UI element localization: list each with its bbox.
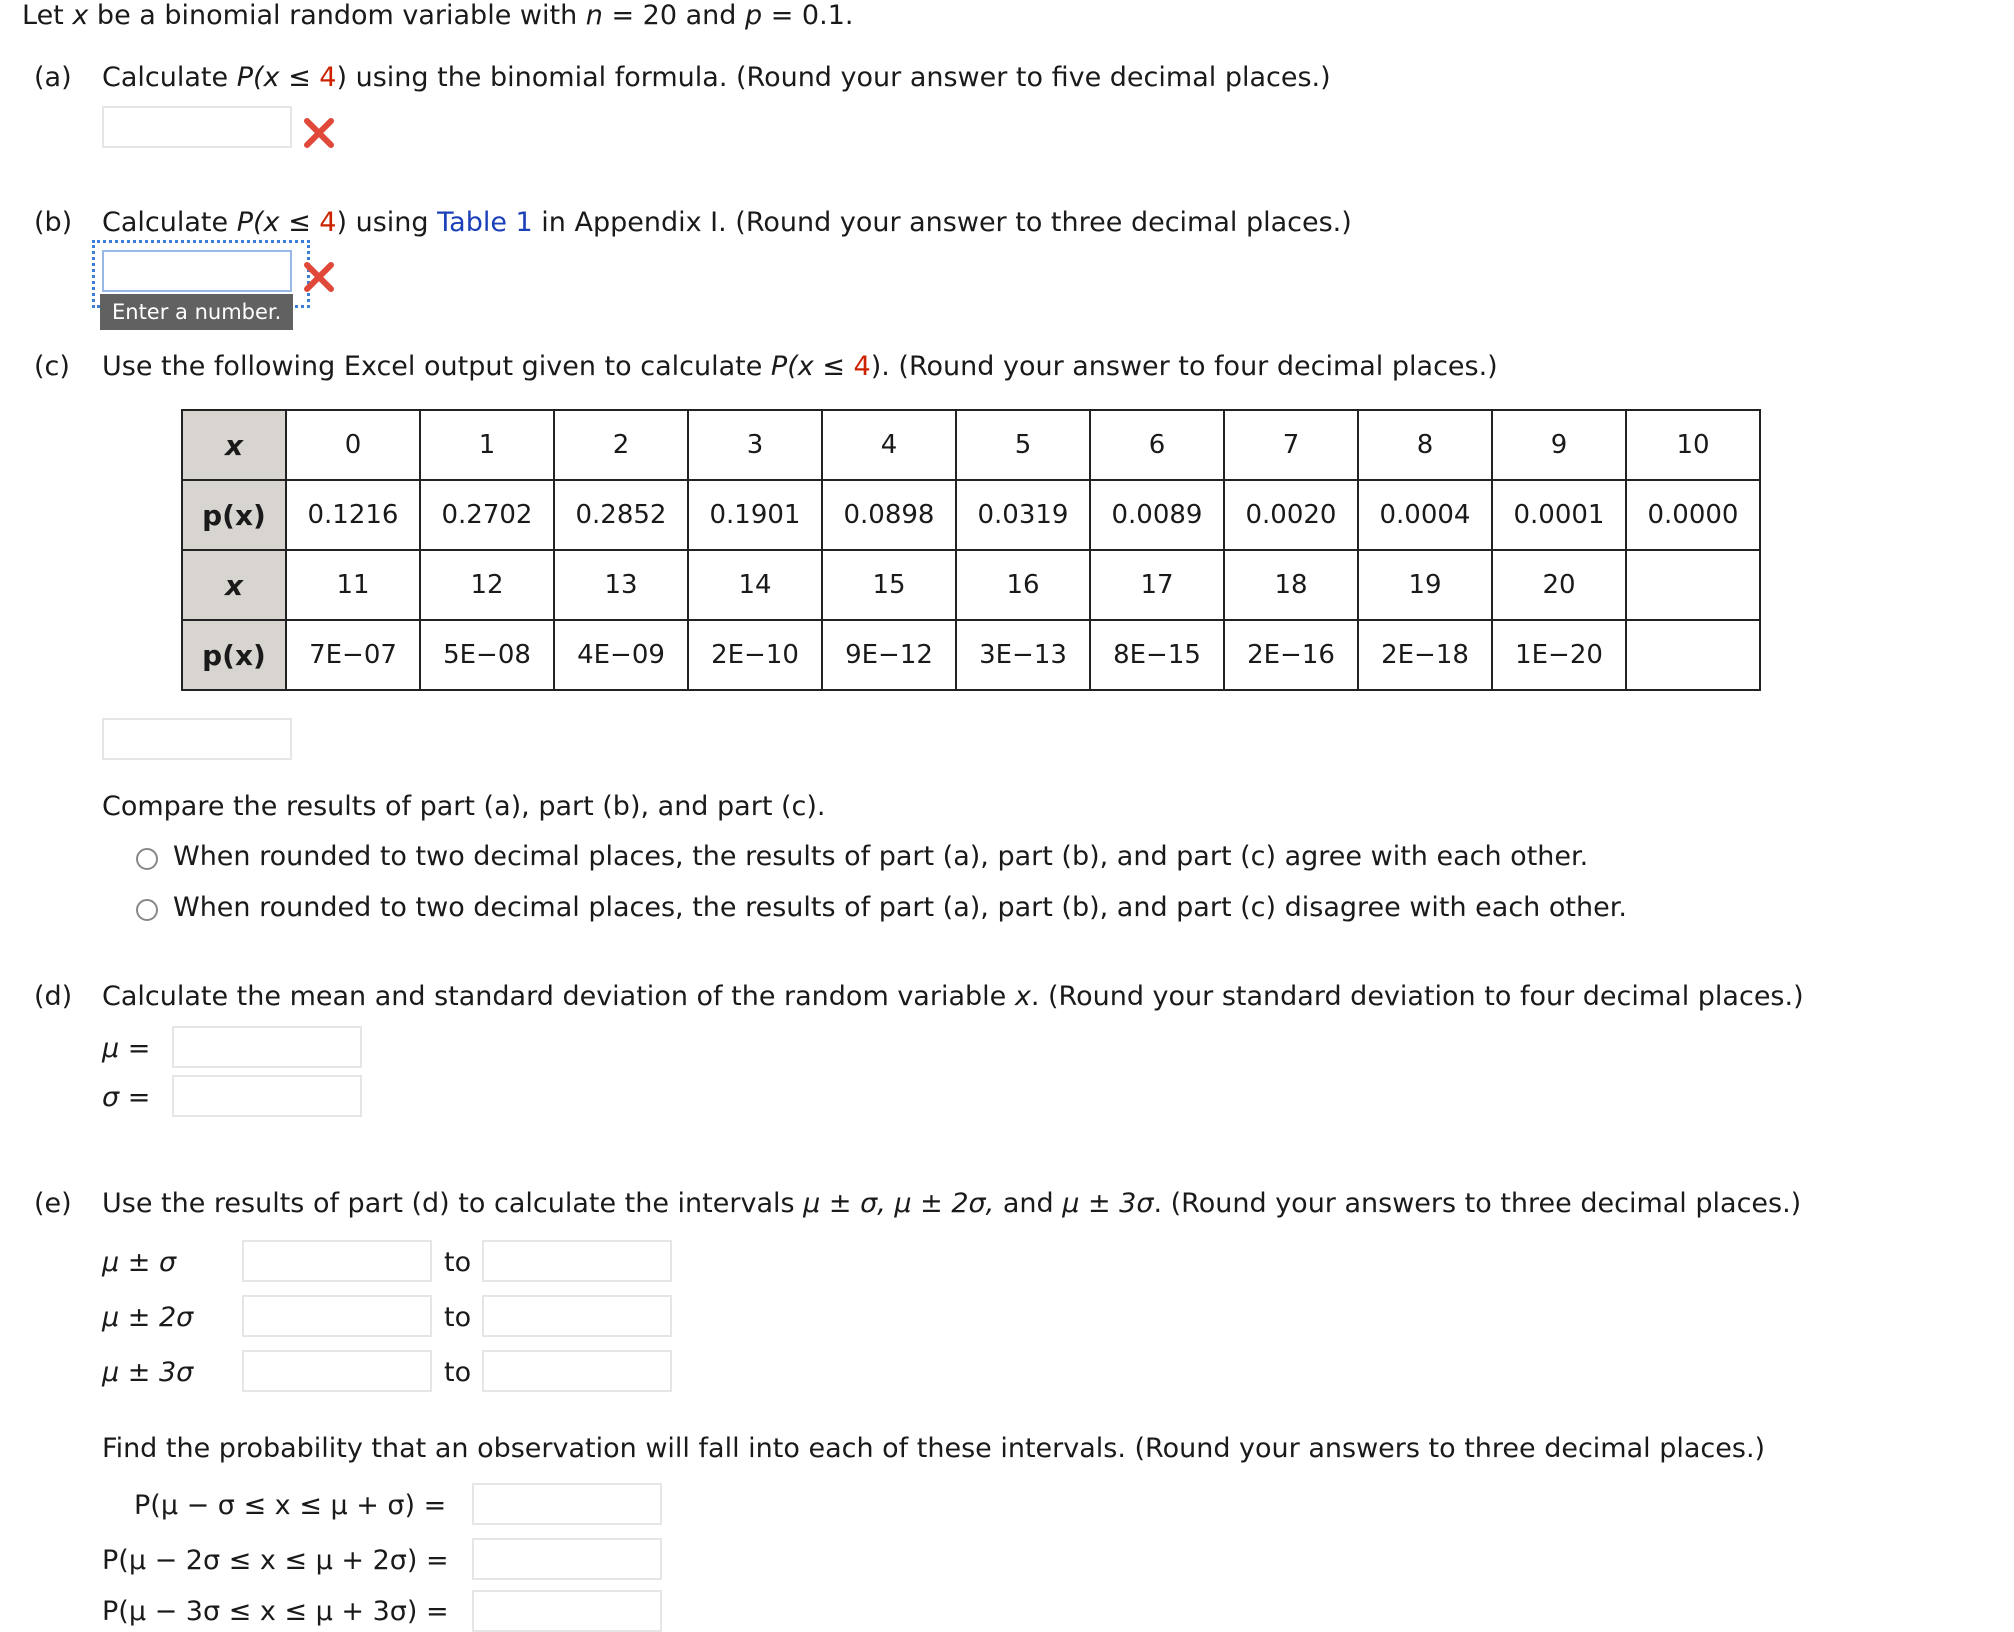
interval-2-lower-input[interactable]: [242, 1295, 432, 1337]
part-a-question: Calculate P(x ≤ 4) using the binomial formula. (Round your answer to five decimal places.): [102, 62, 1331, 93]
part-b-answer-input[interactable]: [102, 250, 292, 292]
mu-label: μ =: [102, 1033, 151, 1064]
part-d-label: (d): [34, 981, 73, 1012]
part-c-label: (c): [34, 351, 70, 382]
part-b-question: Calculate P(x ≤ 4) using Table 1 in Appendix I. (Round your answer to three decimal places.): [102, 207, 1352, 238]
sigma-label: σ =: [102, 1082, 151, 1113]
sigma-input[interactable]: [172, 1075, 362, 1117]
incorrect-x-icon: [302, 116, 336, 150]
interval-3-upper-input[interactable]: [482, 1350, 672, 1392]
mu-input[interactable]: [172, 1026, 362, 1068]
interval-3-to: to: [444, 1357, 472, 1388]
part-a-answer-input[interactable]: [102, 106, 292, 148]
interval-1-label: μ ± σ: [102, 1247, 177, 1278]
part-c-question: Use the following Excel output given to calculate P(x ≤ 4). (Round your answer to four decimal places.): [102, 351, 1498, 382]
interval-1-lower-input[interactable]: [242, 1240, 432, 1282]
prob-1-label: P(μ − σ ≤ x ≤ μ + σ) =: [134, 1490, 447, 1521]
table-row: p(x) 7E−07 5E−08 4E−09 2E−10 9E−12 3E−13 8E−15 2E−16 2E−18 1E−20: [182, 620, 1760, 690]
interval-3-label: μ ± 3σ: [102, 1357, 194, 1388]
problem-intro: Let x be a binomial random variable with n = 20 and p = 0.1.: [22, 0, 854, 31]
x-header: x: [182, 410, 286, 480]
option-agree-radio[interactable]: [136, 848, 158, 870]
table-row: p(x) 0.1216 0.2702 0.2852 0.1901 0.0898 0.0319 0.0089 0.0020 0.0004 0.0001 0.0000: [182, 480, 1760, 550]
find-probability-prompt: Find the probability that an observation will fall into each of these intervals. (Round your answers to three decimal places.): [102, 1433, 1766, 1464]
compare-prompt: Compare the results of part (a), part (b), and part (c).: [102, 791, 826, 822]
part-c-answer-input[interactable]: [102, 718, 292, 760]
interval-1-to: to: [444, 1247, 472, 1278]
option-disagree-radio[interactable]: [136, 899, 158, 921]
interval-2-to: to: [444, 1302, 472, 1333]
interval-3-lower-input[interactable]: [242, 1350, 432, 1392]
excel-output-table: [181, 409, 1761, 691]
option-disagree-label[interactable]: When rounded to two decimal places, the results of part (a), part (b), and part (c) disagree with each other.: [173, 892, 1627, 923]
enter-number-tooltip: Enter a number.: [100, 294, 293, 330]
prob-2-input[interactable]: [472, 1538, 662, 1580]
part-e-question: Use the results of part (d) to calculate the intervals μ ± σ, μ ± 2σ, and μ ± 3σ. (Round your answers to three decimal places.): [102, 1188, 1802, 1219]
part-b-label: (b): [34, 207, 73, 238]
table-row: x 0 1 2 3 4 5 6 7 8 9 10: [182, 410, 1760, 480]
x-header: x: [182, 550, 286, 620]
table-1-link[interactable]: Table 1: [437, 207, 533, 238]
interval-2-label: μ ± 2σ: [102, 1302, 194, 1333]
px-header: p(x): [182, 480, 286, 550]
prob-3-label: P(μ − 3σ ≤ x ≤ μ + 3σ) =: [102, 1596, 449, 1627]
incorrect-x-icon: [302, 260, 336, 294]
part-a-label: (a): [34, 62, 72, 93]
option-agree-label[interactable]: When rounded to two decimal places, the results of part (a), part (b), and part (c) agree with each other.: [173, 841, 1589, 872]
table-row: x 11 12 13 14 15 16 17 18 19 20: [182, 550, 1760, 620]
prob-1-input[interactable]: [472, 1483, 662, 1525]
px-header: p(x): [182, 620, 286, 690]
part-e-label: (e): [34, 1188, 72, 1219]
part-d-question: Calculate the mean and standard deviation of the random variable x. (Round your standard deviation to four decimal places.): [102, 981, 1804, 1012]
prob-3-input[interactable]: [472, 1590, 662, 1632]
interval-1-upper-input[interactable]: [482, 1240, 672, 1282]
prob-2-label: P(μ − 2σ ≤ x ≤ μ + 2σ) =: [102, 1545, 449, 1576]
interval-2-upper-input[interactable]: [482, 1295, 672, 1337]
